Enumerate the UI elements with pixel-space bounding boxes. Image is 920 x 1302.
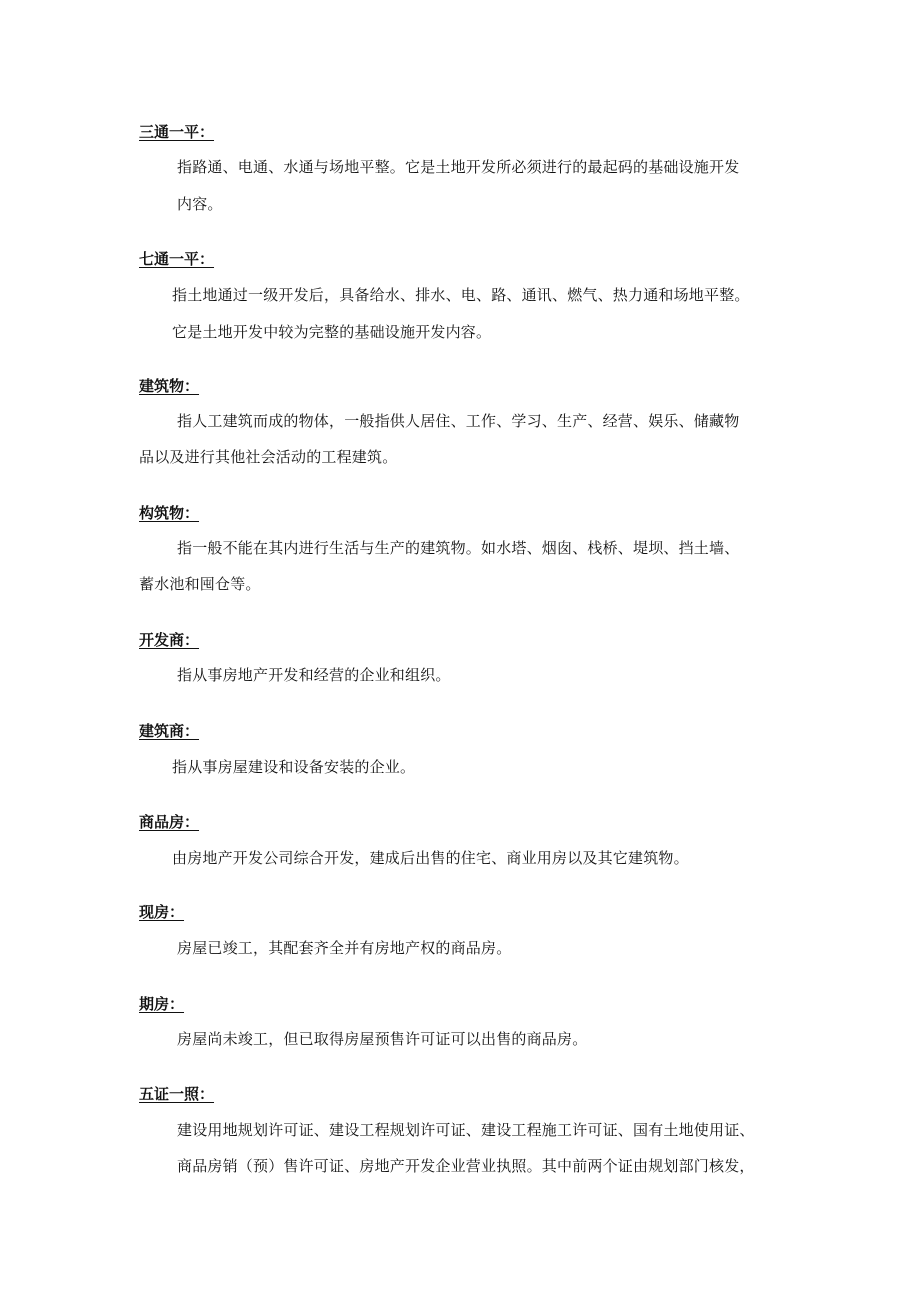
definition-line: 品以及进行其他社会活动的工程建筑。 — [139, 448, 398, 466]
definition-line: 内容。 — [177, 195, 223, 213]
definition-line: 由房地产开发公司综合开发，建成后出售的住宅、商业用房以及其它建筑物。 — [172, 849, 689, 867]
definition-line: 它是土地开发中较为完整的基础设施开发内容。 — [172, 323, 492, 341]
term-heading: 开发商： — [139, 631, 200, 649]
definition-line: 指土地通过一级开发后，具备给水、排水、电、路、通讯、燃气、热力通和场地平整。 — [172, 286, 750, 304]
term-heading: 七通一平： — [139, 250, 215, 268]
definition-line: 指从事房屋建设和设备安装的企业。 — [172, 758, 416, 776]
term-heading: 五证一照： — [139, 1085, 215, 1103]
term-heading: 现房： — [139, 903, 185, 921]
definition-line: 指路通、电通、水通与场地平整。它是土地开发所必须进行的最起码的基础设施开发 — [177, 158, 740, 176]
term-heading: 建筑商： — [139, 722, 200, 740]
term-heading: 商品房： — [139, 813, 200, 831]
definition-line: 房屋尚未竣工，但已取得房屋预售许可证可以出售的商品房。 — [177, 1030, 588, 1048]
definition-line: 指从事房地产开发和经营的企业和组织。 — [177, 666, 451, 684]
definition-line: 指人工建筑而成的物体，一般指供人居住、工作、学习、生产、经营、娱乐、储藏物 — [177, 412, 740, 430]
term-heading: 建筑物： — [139, 377, 200, 395]
definition-line: 商品房销（预）售许可证、房地产开发企业营业执照。其中前两个证由规划部门核发， — [177, 1157, 755, 1175]
definition-line: 房屋已竣工，其配套齐全并有房地产权的商品房。 — [177, 939, 512, 957]
term-heading: 期房： — [139, 995, 185, 1013]
term-heading: 构筑物： — [139, 504, 200, 522]
definition-line: 指一般不能在其内进行生活与生产的建筑物。如水塔、烟囱、栈桥、堤坝、挡土墙、 — [177, 539, 740, 557]
definition-line: 建设用地规划许可证、建设工程规划许可证、建设工程施工许可证、国有土地使用证、 — [177, 1121, 755, 1139]
term-heading: 三通一平： — [139, 123, 215, 141]
definition-line: 蓄水池和囤仓等。 — [139, 575, 261, 593]
